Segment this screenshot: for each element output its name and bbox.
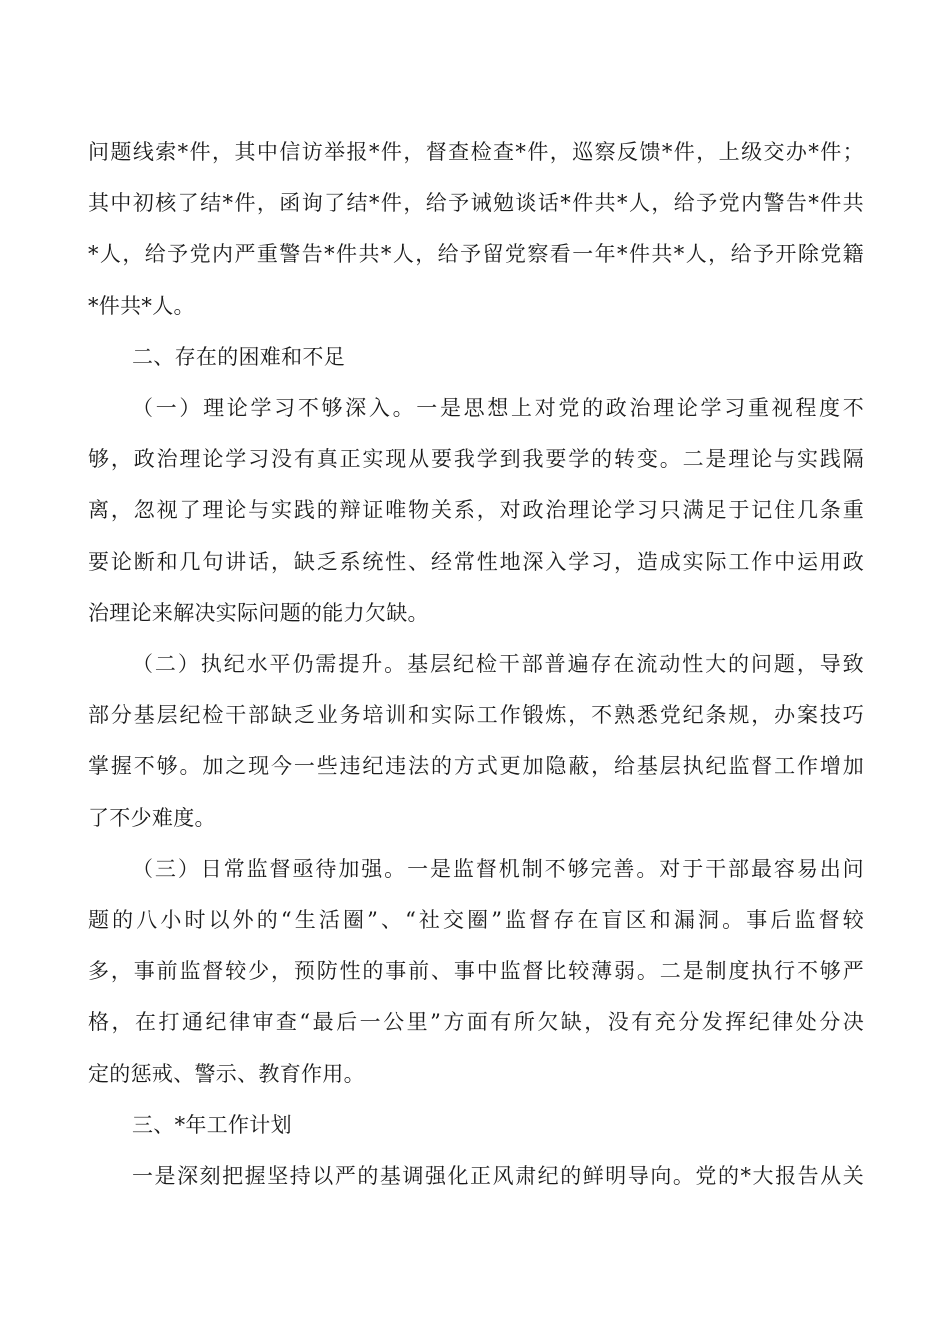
document-body	[88, 127, 864, 1202]
text-line: （一）理论学习不够深入。一是思想上对党的政治理论学习重视程度不	[132, 396, 864, 421]
section-heading-work-plan: 三、*年工作计划	[132, 1112, 292, 1137]
text-line: *件共*人。	[88, 293, 195, 318]
section-heading-difficulties: 二、存在的困难和不足	[132, 344, 345, 369]
text-line: 多，事前监督较少，预防性的事前、事中监督比较薄弱。二是制度执行不够严	[88, 959, 864, 984]
text-line: *人，给予党内严重警告*件共*人，给予留党察看一年*件共*人，给予开除党籍	[88, 242, 864, 267]
text-line: 够，政治理论学习没有真正实现从要我学到我要学的转变。二是理论与实践隔	[88, 447, 864, 472]
text-line: 问题线索*件，其中信访举报*件，督查检查*件，巡察反馈*件，上级交办*件；	[88, 140, 864, 164]
paragraph-discipline-level	[88, 639, 864, 844]
text-line: 要论断和几句讲话，缺乏系统性、经常性地深入学习，造成实际工作中运用政	[88, 549, 864, 574]
text-line: 了不少难度。	[88, 805, 216, 830]
text-line: （三）日常监督亟待加强。一是监督机制不够完善。对于干部最容易出问	[132, 856, 864, 881]
text-line: 离，忽视了理论与实践的辩证唯物关系，对政治理论学习只满足于记住几条重	[88, 498, 864, 523]
text-line: 格，在打通纪律审查“最后一公里”方面有所欠缺，没有充分发挥纪律处分决	[88, 1010, 864, 1035]
text-line: 部分基层纪检干部缺乏业务培训和实际工作锻炼，不熟悉党纪条规，办案技巧	[88, 703, 864, 728]
text-line: （二）执纪水平仍需提升。基层纪检干部普遍存在流动性大的问题，导致	[132, 652, 864, 677]
text-line: 一是深刻把握坚持以严的基调强化正风肃纪的鲜明导向。党的*大报告从关	[132, 1164, 864, 1189]
paragraph-theory-study	[88, 383, 864, 639]
paragraph-plan-first-item	[88, 1151, 864, 1202]
paragraph-case-statistics	[88, 127, 864, 332]
text-line: 治理论来解决实际问题的能力欠缺。	[88, 600, 429, 625]
text-line: 掌握不够。加之现今一些违纪违法的方式更加隐蔽，给基层执纪监督工作增加	[88, 754, 864, 779]
text-line: 题的八小时以外的“生活圈”、“社交圈”监督存在盲区和漏洞。事后监督较	[88, 908, 864, 933]
text-line: 其中初核了结*件，函询了结*件，给予诫勉谈话*件共*人，给予党内警告*件共	[88, 191, 864, 216]
text-line: 定的惩戒、警示、教育作用。	[88, 1061, 365, 1086]
paragraph-daily-supervision	[88, 844, 864, 1100]
